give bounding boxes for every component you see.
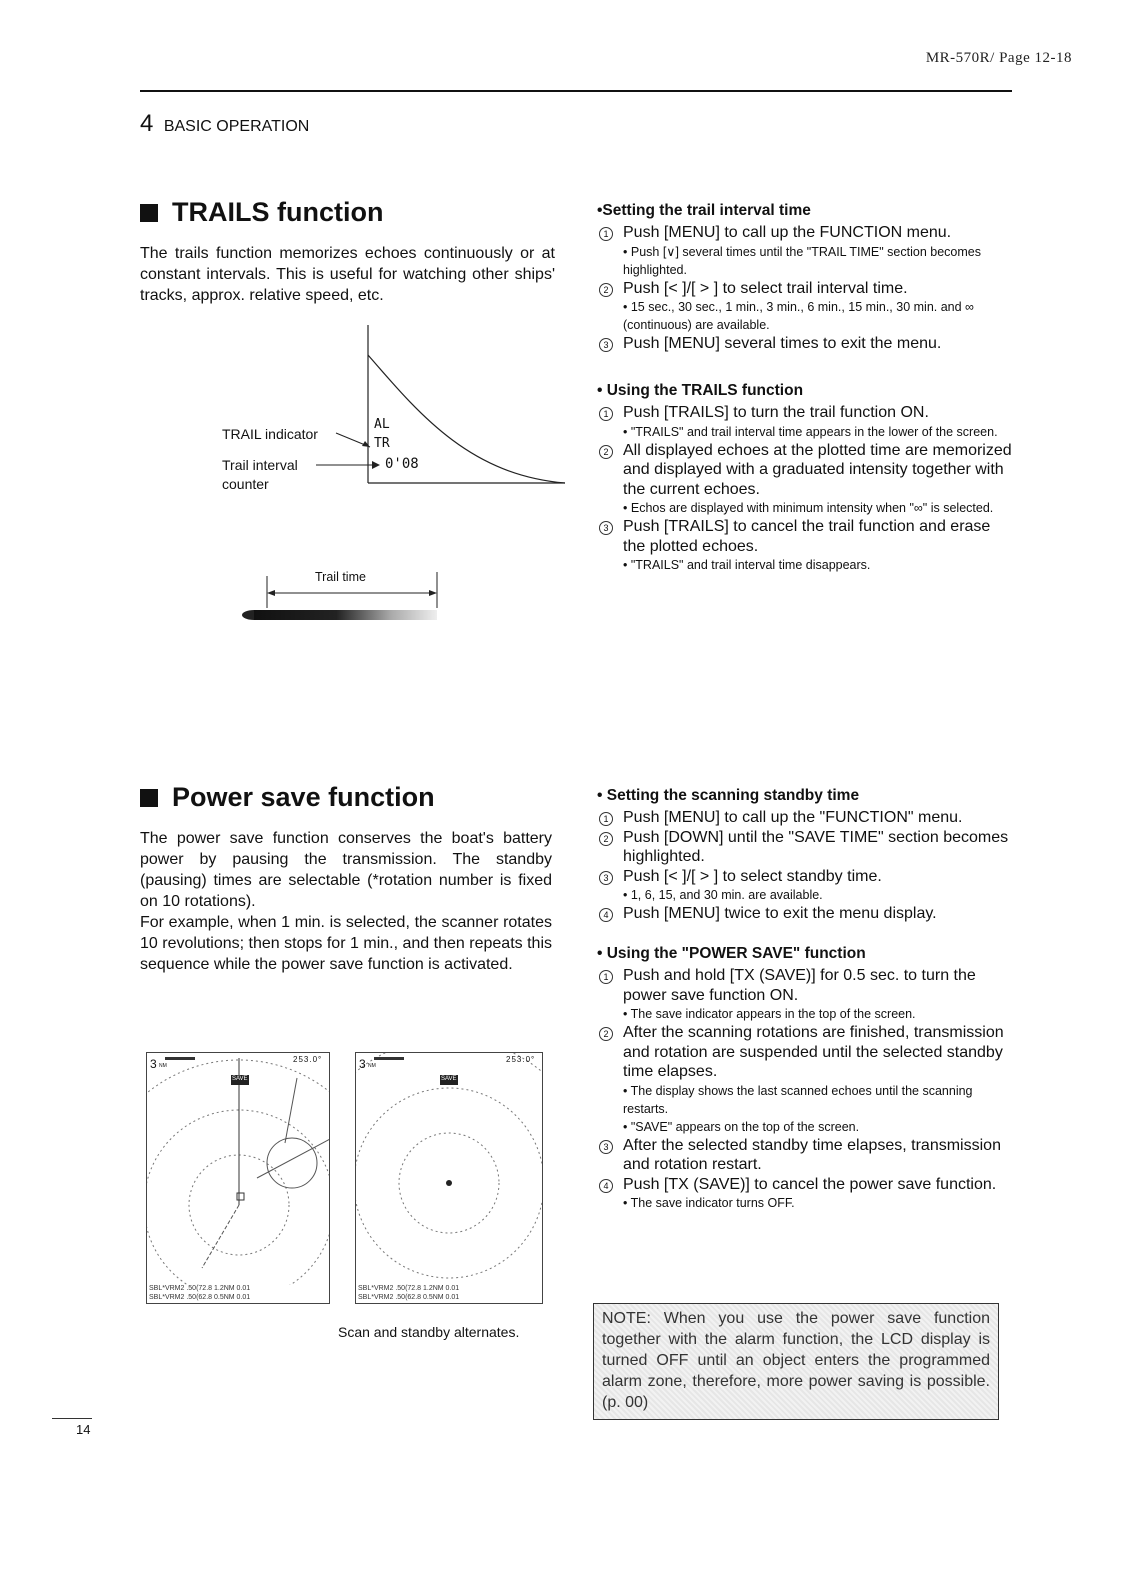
- chapter-number: 4: [140, 110, 154, 137]
- step-item: 3 Push [< ]/[ > ] to select standby time.: [597, 867, 1012, 887]
- trails-setting-heading: •Setting the trail interval time: [597, 202, 811, 219]
- section-bullet-icon: [140, 204, 158, 222]
- step-item: 1 Push [MENU] to call up the FUNCTION menu.: [597, 223, 1012, 243]
- page-number: 14: [76, 1422, 91, 1437]
- step-item: 2 Push [< ]/[ > ] to select trail interval time.: [597, 279, 1012, 299]
- trail-tr-text: TR: [374, 436, 390, 451]
- step-item: 1 Push [TRAILS] to turn the trail function ON.: [597, 403, 1012, 423]
- step-note: • Push [∨] several times until the "TRAIL TIME" section becomes highlighted.: [597, 243, 1012, 279]
- power-intro-paragraph-2: For example, when 1 min. is selected, the scanner rotates 10 revolutions; then stops for 1 min., and then repeats this sequence while the power save function is activated.: [140, 914, 552, 973]
- chapter-heading: [140, 110, 309, 138]
- radar-range-text: 3: [359, 1057, 366, 1071]
- radar-caption: Scan and standby alternates.: [338, 1324, 520, 1340]
- radar-bearing-text: 253.0°: [293, 1055, 323, 1064]
- radar-footer-line-2: SBL*VRM2 .50(62.8 0.5NM 0.01: [149, 1294, 251, 1301]
- radar-footer-line-2: SBL*VRM2 .50(62.8 0.5NM 0.01: [358, 1294, 460, 1301]
- step-item: 3 Push [MENU] several times to exit the menu.: [597, 334, 1012, 354]
- step-note: • "TRAILS" and trail interval time disappears.: [597, 556, 1012, 574]
- step-note: • "TRAILS" and trail interval time appears in the lower of the screen.: [597, 423, 1012, 441]
- trails-intro: The trails function memorizes echoes continuously or at constant intervals. This is useful for watching other ships' tracks, approx. relative speed, etc.: [140, 245, 555, 304]
- trails-setting-block: [597, 202, 1012, 354]
- radar-save-indicator: SAVE: [441, 1076, 457, 1082]
- step-item: 4 Push [MENU] twice to exit the menu display.: [597, 904, 1012, 924]
- step-item: 4 Push [TX (SAVE)] to cancel the power save function.: [597, 1175, 1012, 1195]
- step-note: • 1, 6, 15, and 30 min. are available.: [597, 886, 1012, 904]
- footer-rule: [52, 1418, 92, 1419]
- trail-counter-value: 0'08: [385, 456, 419, 472]
- step-note: • Echos are displayed with minimum intensity when "∞" is selected.: [597, 499, 1012, 517]
- step-item: 2 All displayed echoes at the plotted time are memorized and displayed with a graduated intensity together with the current echoes.: [597, 441, 1012, 500]
- radar-footer-line-1: SBL*VRM2 .50(72.8 1.2NM 0.01: [149, 1285, 251, 1292]
- header-rule: [140, 90, 1012, 92]
- power-using-heading: • Using the "POWER SAVE" function: [597, 945, 866, 962]
- chapter-title: BASIC OPERATION: [163, 118, 310, 135]
- section-bullet-icon: [140, 789, 158, 807]
- trails-using-heading: • Using the TRAILS function: [597, 382, 804, 399]
- trail-al-text: AL: [374, 417, 390, 432]
- radar-range-unit: NM: [159, 1063, 167, 1069]
- step-item: 2 After the scanning rotations are finished, transmission and rotation are suspended until the selected standby time elapses.: [597, 1023, 1012, 1082]
- trails-section-title: TRAILS function: [140, 197, 383, 228]
- trails-using-block: [597, 382, 1012, 574]
- step-item: 1 Push and hold [TX (SAVE)] for 0.5 sec. to turn the power save function ON.: [597, 966, 1012, 1005]
- radar-range-text: 3: [150, 1057, 157, 1071]
- power-section-title: Power save function: [140, 782, 435, 813]
- step-note: • 15 sec., 30 sec., 1 min., 3 min., 6 min., 15 min., 30 min. and ∞ (continuous) are available.: [597, 298, 1012, 334]
- power-intro-paragraph-1: The power save function conserves the boat's battery power by pausing the transmission. The standby (pausing) times are selectable (*rotation number is fixed on 10 rotations).: [140, 830, 552, 910]
- trail-time-label: Trail time: [315, 570, 366, 584]
- radar-screen-standby: [355, 1052, 543, 1304]
- step-note: • "SAVE" appears on the top of the screen.: [597, 1118, 1012, 1136]
- trail-counter-label: counter: [222, 476, 269, 492]
- step-item: 1 Push [MENU] to call up the "FUNCTION" menu.: [597, 808, 1012, 828]
- trail-time-diagram: [240, 568, 445, 628]
- note-box: [593, 1303, 999, 1420]
- radar-save-indicator: SAVE: [232, 1076, 248, 1082]
- trail-interval-label: Trail interval: [222, 457, 298, 473]
- power-intro: [140, 828, 552, 975]
- step-note: • The display shows the last scanned echoes until the scanning restarts.: [597, 1082, 1012, 1118]
- step-item: 3 After the selected standby time elapses, transmission and rotation restart.: [597, 1136, 1012, 1175]
- note-text: NOTE: When you use the power save function together with the alarm function, the LCD display is turned OFF until an object enters the programmed alarm zone, therefore, more power saving is possible. (p. 00): [602, 1310, 990, 1411]
- radar-screen-scan: [146, 1052, 330, 1304]
- trail-indicator-label: TRAIL indicator: [222, 426, 318, 442]
- step-note: • The save indicator appears in the top of the screen.: [597, 1005, 1012, 1023]
- power-using-block: [597, 945, 1012, 1212]
- step-note: • The save indicator turns OFF.: [597, 1194, 1012, 1212]
- radar-range-unit: NM: [368, 1063, 376, 1069]
- radar-footer-line-1: SBL*VRM2 .50(72.8 1.2NM 0.01: [358, 1285, 460, 1292]
- power-setting-heading: • Setting the scanning standby time: [597, 787, 860, 804]
- step-item: 2 Push [DOWN] until the "SAVE TIME" section becomes highlighted.: [597, 828, 1012, 867]
- document-reference: MR-570R/ Page 12-18: [925, 50, 1072, 66]
- power-setting-block: [597, 787, 1012, 924]
- radar-bearing-text: 253.0°: [506, 1055, 536, 1064]
- trails-diagram: [220, 325, 570, 500]
- step-item: 3 Push [TRAILS] to cancel the trail function and erase the plotted echoes.: [597, 517, 1012, 556]
